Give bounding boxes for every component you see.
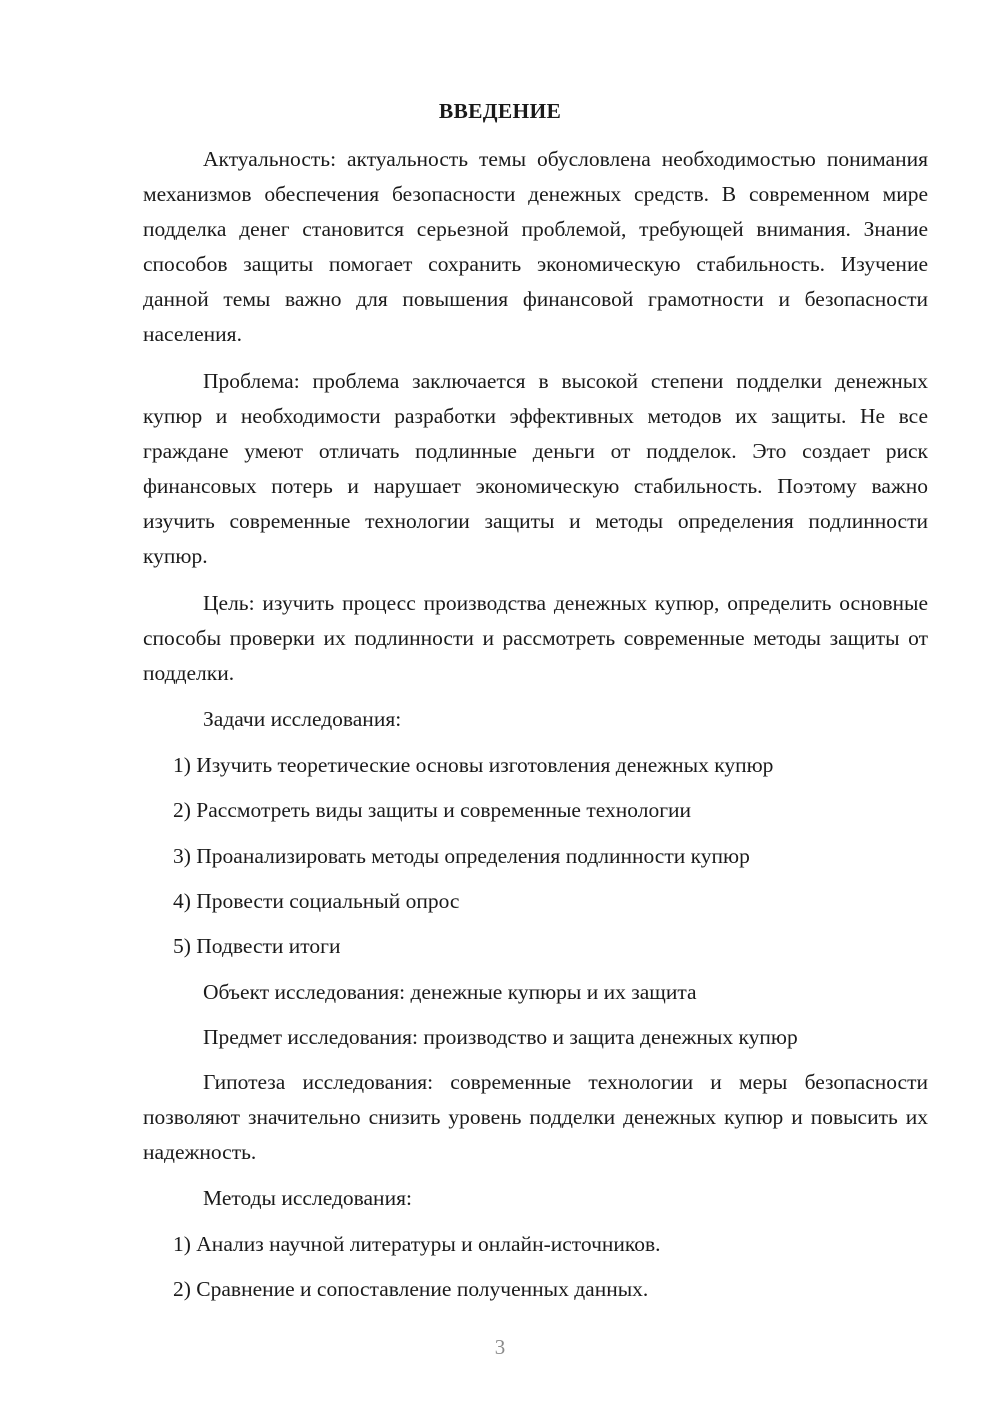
task-item: 5) Подвести итоги bbox=[173, 934, 341, 958]
task-item: 1) Изучить теоретические основы изготовления денежных купюр bbox=[173, 753, 774, 777]
hypothesis-paragraph: Гипотеза исследования: современные технологии и меры безопасности позволяют значительно снизить уровень подделки денежных купюр и повысить их надежность. bbox=[143, 1070, 928, 1164]
page-title: ВВЕДЕНИЕ bbox=[438, 99, 562, 123]
task-item: 3) Проанализировать методы определения подлинности купюр bbox=[173, 844, 750, 868]
methods-heading: Методы исследования: bbox=[203, 1186, 412, 1210]
problem-paragraph: Проблема: проблема заключается в высокой степени подделки денежных купюр и необходимости разработки эффективных методов их защиты. Не все граждане умеют отличать подлинные деньги от подделок. Это создает риск финансовых потерь и нарушает экономическую стабильность. Поэтому важно изучить современные технологии защиты и методы определения подлинности купюр. bbox=[143, 369, 928, 568]
research-object: Объект исследования: денежные купюры и их защита bbox=[203, 980, 697, 1004]
task-item: 4) Провести социальный опрос bbox=[173, 889, 460, 913]
method-item: 2) Сравнение и сопоставление полученных данных. bbox=[173, 1277, 649, 1301]
actuality-paragraph: Актуальность: актуальность темы обусловлена необходимостью понимания механизмов обеспечения безопасности денежных средств. В современном мире подделка денег становится серьезной проблемой, требующей внимания. Знание способов защиты помогает сохранить экономическую стабильность. Изучение данной темы важно для повышения финансовой грамотности и безопасности населения. bbox=[143, 147, 928, 346]
page-number: 3 bbox=[494, 1335, 506, 1359]
tasks-heading: Задачи исследования: bbox=[203, 707, 402, 731]
research-subject: Предмет исследования: производство и защита денежных купюр bbox=[203, 1025, 798, 1049]
task-item: 2) Рассмотреть виды защиты и современные технологии bbox=[173, 798, 692, 822]
method-item: 1) Анализ научной литературы и онлайн-источников. bbox=[173, 1232, 661, 1256]
goal-paragraph: Цель: изучить процесс производства денежных купюр, определить основные способы проверки их подлинности и рассмотреть современные методы защиты от подделки. bbox=[143, 591, 928, 685]
